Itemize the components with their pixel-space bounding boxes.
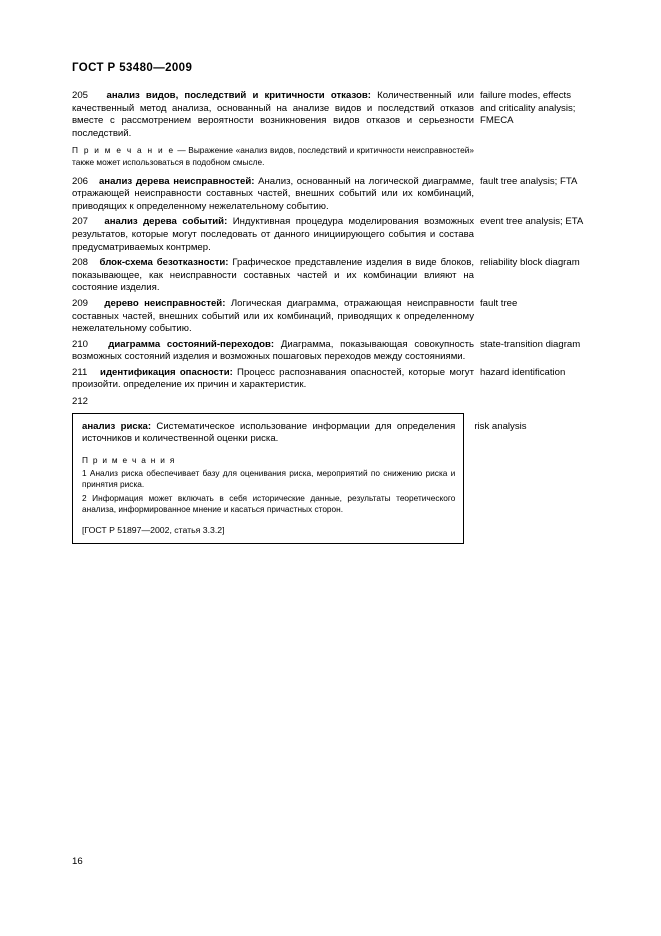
entry-term: анализ дерева неисправностей: xyxy=(98,175,255,187)
definition-entry xyxy=(72,339,588,364)
entry-text xyxy=(72,216,474,254)
entry-term: диаграмма состояний-переходов: xyxy=(108,338,275,350)
entry-text xyxy=(72,298,474,336)
definition-entry xyxy=(72,257,588,295)
entry-definition: Диаграмма, показывающая совокупность возможных состояний изделия и возможных пошаговых переходов между состояниями. xyxy=(72,338,474,363)
boxed-note: 1 Анализ риска обеспечивает базу для оценивания риска, мероприятий по снижению риска и принятия риска. xyxy=(82,467,456,490)
entry-english-equivalent: failure modes, effects and criticality analysis; FMECA xyxy=(480,90,576,127)
definition-entry xyxy=(72,216,588,254)
entry-english-equivalent: fault tree analysis; FTA xyxy=(480,175,578,187)
boxed-notes-title: П р и м е ч а н и я xyxy=(82,454,176,465)
entry-text xyxy=(72,90,474,140)
entry-english-equivalent: event tree analysis; ETA xyxy=(480,216,584,228)
entry-english-equivalent: hazard identification xyxy=(480,366,566,378)
boxed-entry-term: анализ риска: xyxy=(82,420,152,432)
note-label: П р и м е ч а н и е xyxy=(72,145,175,156)
entry-term: дерево неисправностей: xyxy=(104,297,226,309)
boxed-note: 2 Информация может включать в себя исторические данные, результаты теоретического анализа, информированное мнение и касаться причастных сторон. xyxy=(82,492,456,515)
entry-number: 207 xyxy=(72,216,89,228)
boxed-entry-definition: Систематическое использование информации для определения источников и количественной оценки риска. xyxy=(82,420,456,445)
definition-entry xyxy=(72,176,588,214)
entry-note xyxy=(72,145,474,168)
entry-number: 208 xyxy=(72,257,89,269)
definition-entry xyxy=(72,90,588,140)
entry-number: 205 xyxy=(72,90,89,101)
entry-number: 209 xyxy=(72,297,89,309)
entry-text xyxy=(72,339,474,364)
boxed-entry-frame xyxy=(72,413,464,545)
entry-english-equivalent: fault tree xyxy=(480,297,518,309)
entry-text xyxy=(72,257,474,295)
boxed-entry-english-equivalent: risk analysis xyxy=(474,420,527,432)
entry-definition: Графическое представление изделия в виде блоков, показывающее, как неисправности составных частей и их комбинации влияют на состояние изделия. xyxy=(72,257,474,294)
entry-definition: Логическая диаграмма, отражающая неисправности составных частей, внешних событий или их комбинаций, приводящих к определенному нежелательному событию. xyxy=(72,297,474,335)
entry-text xyxy=(72,176,474,214)
entry-term: идентификация опасности: xyxy=(100,366,233,378)
entry-term: блок-схема безотказности: xyxy=(99,257,229,269)
entry-definition: Индуктивная процедура моделирования возможных результатов, которые могут последовать от данного инициирующего события и состава предусматриваемых контрмер. xyxy=(72,216,474,253)
note-text: — Выражение «анализ видов, последствий и критичности неисправностей» также может использоваться в подобном смысле. xyxy=(72,145,474,167)
entry-text xyxy=(72,367,474,392)
entry-english-equivalent: state-transition diagram xyxy=(480,338,581,350)
entry-definition: Процесс распознавания опасностей, которые могут произойти. определение их причин и характеристик. xyxy=(72,366,474,391)
entry-english-equivalent: reliability block diagram xyxy=(480,257,580,269)
entry-number: 211 xyxy=(72,366,88,378)
entry-definition: Анализ, основанный на логической диаграмме, отражающей неисправности составных частей, внешних событий или их комбинаций, приводящих к определенному нежелательному событию. xyxy=(72,175,474,212)
entry-number: 206 xyxy=(72,175,89,187)
page-header: ГОСТ Р 53480—2009 xyxy=(72,62,193,74)
entry-term: анализ видов, последствий и критичности отказов: xyxy=(106,90,371,101)
definition-entry xyxy=(72,367,588,392)
boxed-entry-source: [ГОСТ Р 51897—2002, статья 3.3.2] xyxy=(82,525,225,536)
entry-definition: Количественный или качественный метод анализа, основанный на анализе видов и последствий отказов вместе с рассмотрением вероятности возникновения видов отказов и серьезности последствий. xyxy=(72,90,474,139)
page-number: 16 xyxy=(72,856,83,867)
boxed-entry-number: 212 xyxy=(72,396,89,408)
entry-term: анализ дерева событий: xyxy=(104,216,228,228)
entry-number: 210 xyxy=(72,338,89,350)
boxed-entry xyxy=(72,413,588,545)
document-body xyxy=(72,90,588,544)
definition-entry xyxy=(72,298,588,336)
boxed-entry-text xyxy=(82,421,455,446)
